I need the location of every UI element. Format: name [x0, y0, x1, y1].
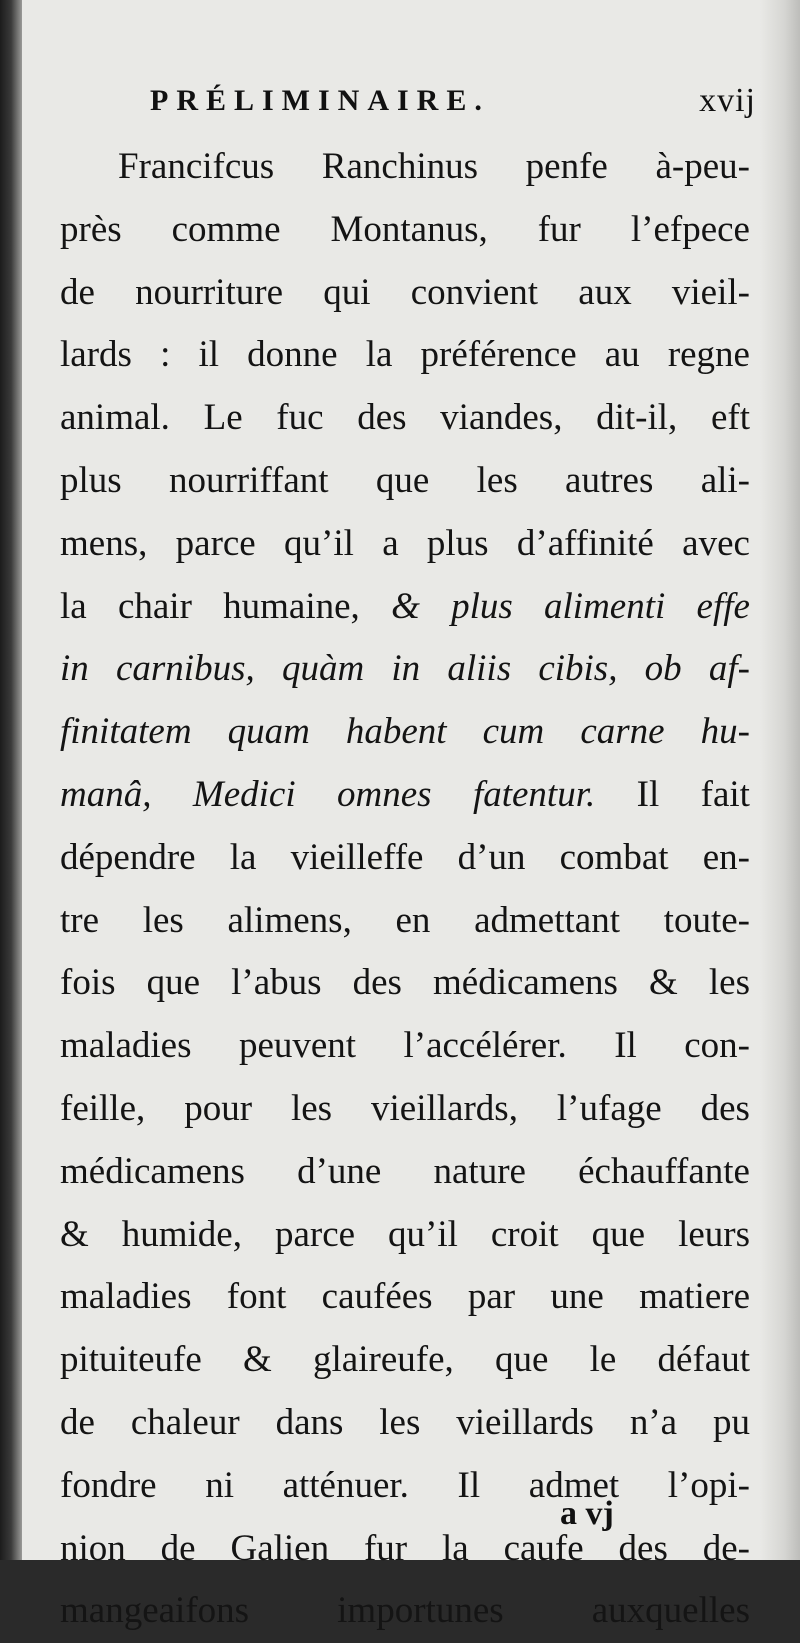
text-line: maladies font caufées par une matiere [60, 1276, 750, 1318]
text-line: in carnibus, quàm in aliis cibis, ob af- [60, 648, 750, 690]
text-line: fondre ni atténuer. Il admet l’opi- [60, 1464, 750, 1506]
text-line: de chaleur dans les vieillards n’a pu [60, 1401, 750, 1443]
text-line: animal. Le fuc des viandes, dit-il, eft [60, 397, 750, 439]
text-line: la chair humaine, & plus alimenti effe [60, 585, 750, 627]
text-line: de nourriture qui convient aux vieil- [60, 271, 750, 313]
page-gutter-shadow [0, 0, 22, 1560]
running-title: PRÉLIMINAIRE. [150, 84, 490, 117]
text-line: près comme Montanus, fur l’efpece [60, 208, 750, 250]
text-line: médicamens d’une nature échauffante [60, 1150, 750, 1192]
signature-mark: a vj [560, 1495, 614, 1532]
text-line: pituiteufe & glaireufe, que le défaut [60, 1339, 750, 1381]
text-line: & humide, parce qu’il croit que leurs [60, 1213, 750, 1255]
page-number: xvij [699, 82, 756, 119]
text-line: finitatem quam habent cum carne hu- [60, 711, 750, 753]
text-line: lards : il donne la préférence au regne [60, 334, 750, 376]
text-line: dépendre la vieilleffe d’un combat en- [60, 836, 750, 878]
text-line: feille, pour les vieillards, l’ufage des [60, 1087, 750, 1129]
page-edge-shadow [760, 0, 800, 1560]
text-line: mens, parce qu’il a plus d’affinité avec [60, 522, 750, 564]
text-line: tre les alimens, en admettant toute- [60, 899, 750, 941]
text-line: plus nourriffant que les autres ali- [60, 459, 750, 501]
text-line: nion de Galien fur la caufe des de- [60, 1527, 750, 1569]
text-line: fois que l’abus des médicamens & les [60, 962, 750, 1004]
text-line: Francifcus Ranchinus penfe à-peu- [118, 146, 750, 187]
page-header [60, 78, 760, 126]
text-line: mangeaifons importunes auxquelles [60, 1590, 750, 1632]
text-line: manâ, Medici omnes fatentur. Il fait [60, 773, 750, 815]
body-text [60, 136, 750, 1643]
text-line: maladies peuvent l’accélérer. Il con- [60, 1025, 750, 1067]
